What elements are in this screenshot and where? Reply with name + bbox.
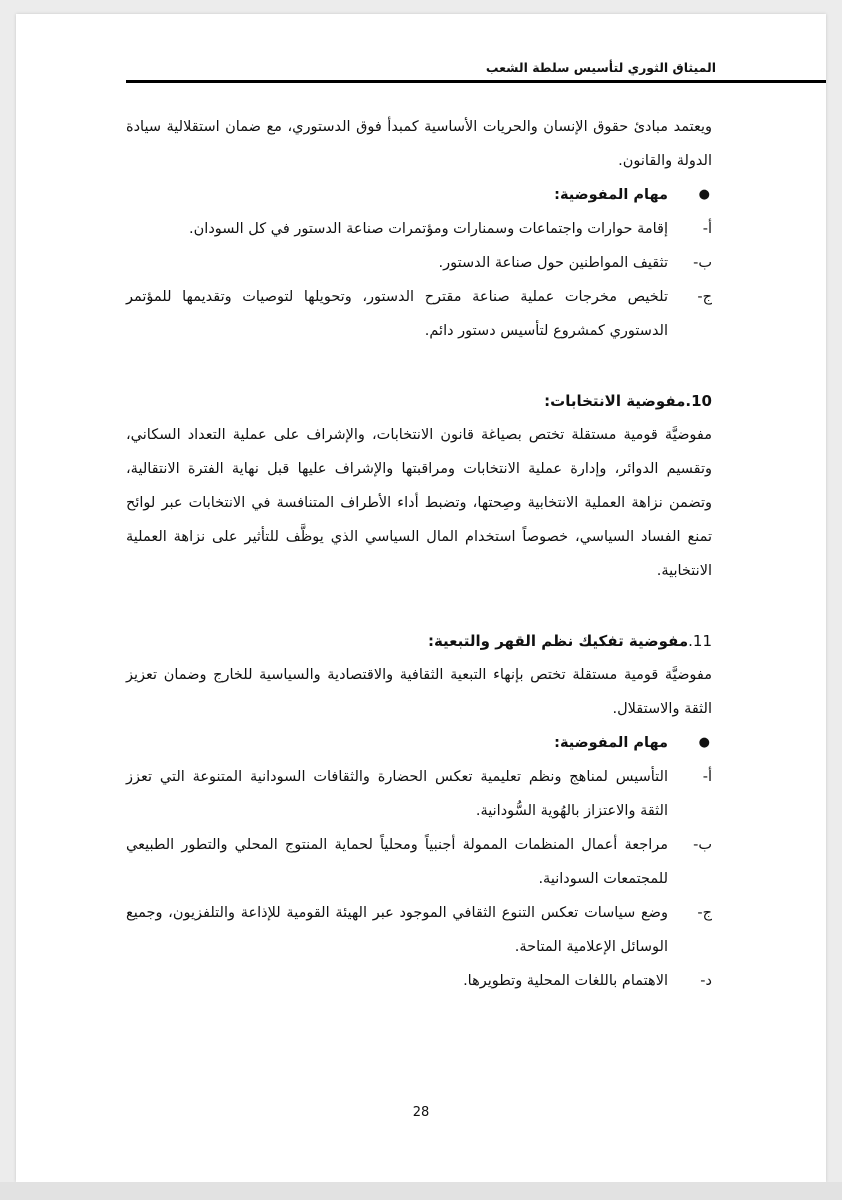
page-content bbox=[126, 110, 712, 998]
list-marker: ب- bbox=[693, 255, 712, 271]
page-number: 28 bbox=[412, 1105, 430, 1120]
bullet-icon: ● bbox=[698, 187, 710, 202]
list-marker: أ- bbox=[702, 221, 712, 237]
list-item-text: تثقيف المواطنين حول صناعة الدستور. bbox=[438, 255, 668, 271]
list-marker: د- bbox=[700, 973, 712, 989]
list-item-text: التأسيس لمناهج ونظم تعليمية تعكس الحضارة والثقافات السودانية المتنوعة التي تعزز الثقة والاعتزاز بالهُوية السُّودانية. bbox=[126, 769, 668, 819]
tasks-heading-1-label: مهام المفوضية: bbox=[554, 187, 668, 203]
tasks-heading-1 bbox=[126, 178, 712, 212]
list-item-text: مراجعة أعمال المنظمات الممولة أجنبياً ومحلياً لحماية المنتوج المحلي والتطور الطبيعي للمجتمعات السودانية. bbox=[126, 837, 668, 887]
list-item bbox=[126, 280, 712, 348]
header-rule bbox=[126, 80, 826, 83]
list-item bbox=[126, 896, 712, 964]
tasks-list-2 bbox=[126, 760, 712, 998]
section-10-title-text: مفوضية الانتخابات: bbox=[544, 392, 686, 410]
running-header-title: الميثاق الثوري لتأسيس سلطة الشعب bbox=[485, 60, 716, 75]
list-item bbox=[126, 760, 712, 828]
list-marker: ج- bbox=[697, 905, 712, 921]
section-10-paragraph: مفوضيَّة قومية مستقلة تختص بصياغة قانون الانتخابات، والإشراف على عملية التعداد السكاني، وتقسيم الدوائر، وإدارة عملية الانتخابات ومراقبتها والإشراف عليها قبل نهاية الفترة الانتقالية، وتضمن نزاهة العملية الانتخابية وصِحتها، وتضبط أداء الأطراف المتنافسة في الانتخابات عبر لوائح تمنع الفساد السياسي، خصوصاً استخدام المال السياسي الذي يوظَّف للتأثير على نزاهة العملية الانتخابية. bbox=[126, 427, 712, 579]
list-marker: أ- bbox=[702, 769, 712, 785]
list-item-text: الاهتمام باللغات المحلية وتطويرها. bbox=[463, 973, 668, 989]
bottom-strip bbox=[0, 1182, 842, 1200]
tasks-list-1 bbox=[126, 212, 712, 348]
list-item bbox=[126, 246, 712, 280]
list-item-text: تلخيص مخرجات عملية صناعة مقترح الدستور، وتحويلها لتوصيات وتقديمها للمؤتمر الدستوري كمشروع لتأسيس دستور دائم. bbox=[126, 289, 668, 339]
tasks-heading-2-label: مهام المفوضية: bbox=[554, 735, 668, 751]
section-11-title-text: مفوضية تفكيك نظم القهر والتبعية: bbox=[427, 632, 689, 650]
section-10-number: 10. bbox=[685, 392, 712, 410]
list-item-text: وضع سياسات تعكس التنوع الثقافي الموجود عبر الهيئة القومية للإذاعة والتلفزيون، وجميع الوسائل الإعلامية المتاحة. bbox=[126, 905, 668, 955]
list-item bbox=[126, 828, 712, 896]
list-item bbox=[126, 212, 712, 246]
intro-paragraph: ويعتمد مبادئ حقوق الإنسان والحريات الأساسية كمبدأ فوق الدستوري، مع ضمان استقلالية سيادة الدولة والقانون. bbox=[126, 119, 712, 169]
section-11-title bbox=[126, 624, 712, 658]
document-page bbox=[16, 14, 826, 1182]
section-11-paragraph: مفوضيَّة قومية مستقلة تختص بإنهاء التبعية الثقافية والاقتصادية والسياسية للخارج وضمان تعزيز الثقة والاستقلال. bbox=[126, 667, 712, 717]
list-marker: ب- bbox=[693, 837, 712, 853]
bullet-icon: ● bbox=[698, 735, 710, 750]
section-10-title bbox=[126, 384, 712, 418]
list-item bbox=[126, 964, 712, 998]
list-item-text: إقامة حوارات واجتماعات وسمنارات ومؤتمرات صناعة الدستور في كل السودان. bbox=[189, 221, 668, 237]
section-11-number: 11. bbox=[688, 632, 712, 650]
tasks-heading-2 bbox=[126, 726, 712, 760]
list-marker: ج- bbox=[697, 289, 712, 305]
